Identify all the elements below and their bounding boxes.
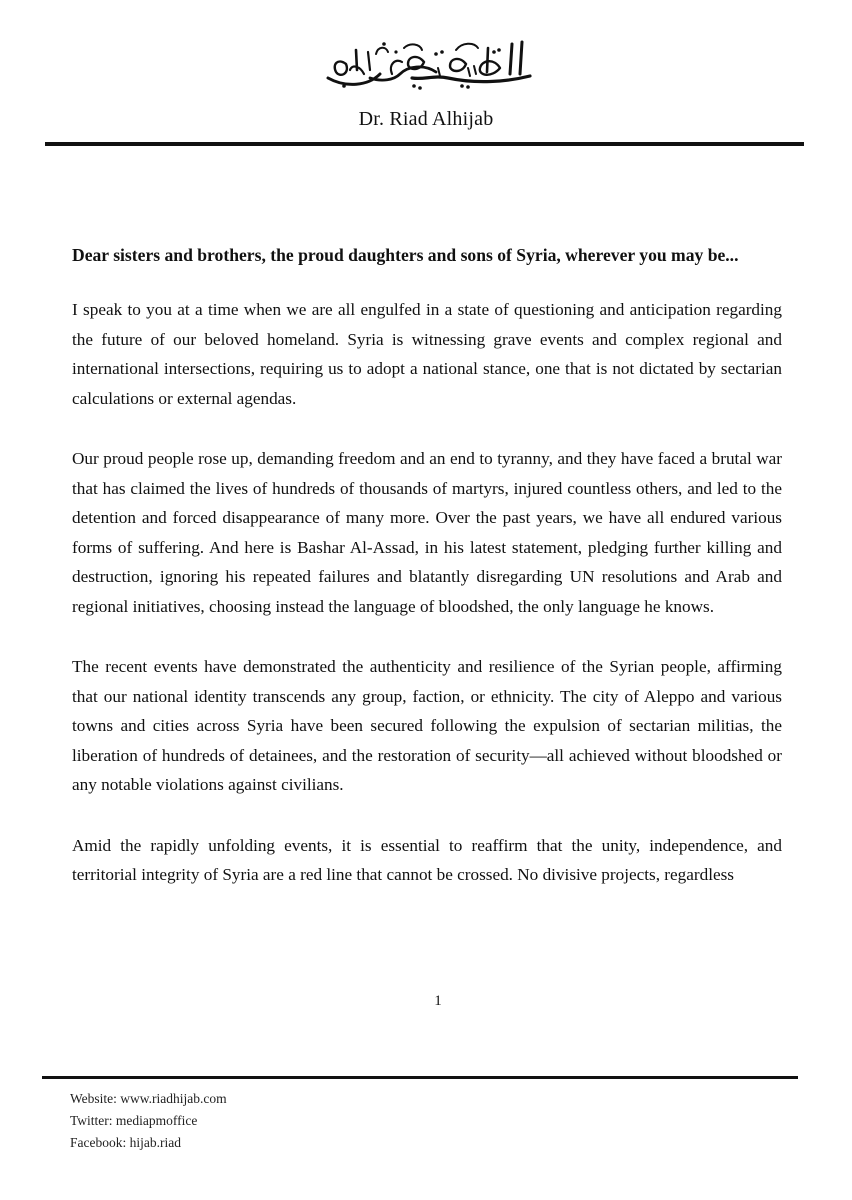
page-number: 1 [434,993,442,1009]
footer-facebook: Facebook: hijab.riad [70,1135,181,1150]
letter-salutation: Dear sisters and brothers, the proud daughters and sons of Syria, wherever you may be... [72,245,739,265]
header-divider [45,142,804,146]
arabic-calligraphy-mark [316,34,536,94]
footer-twitter: Twitter: mediapmoffice [70,1113,198,1128]
letter-paragraph-1: I speak to you at a time when we are all engulfed in a state of questioning and anticipation regarding the future of our beloved homeland. Syria is witnessing grave events and complex regional and international intersections, requiring us to adopt a national stance, one that is not dictated by sectarian calculations or external agendas. [72,300,782,408]
footer-contacts [70,1088,227,1154]
footer-divider [42,1076,798,1079]
letter-paragraph-4: Amid the rapidly unfolding events, it is essential to reaffirm that the unity, independence, and territorial integrity of Syria are a red line that cannot be crossed. No divisive projects, regardless [72,835,782,884]
author-name: Dr. Riad Alhijab [358,108,494,130]
letter-paragraph-3: The recent events have demonstrated the authenticity and resilience of the Syrian people, affirming that our national identity transcends any group, faction, or ethnicity. The city of Aleppo and various towns and cities across Syria have been secured following the expulsion of sectarian militias, the liberation of hundreds of detainees, and the restoration of security—all achieved without bloodshed or any notable violations against civilians. [72,657,782,794]
letter-paragraph-2: Our proud people rose up, demanding freedom and an end to tyranny, and they have faced a brutal war that has claimed the lives of hundreds of thousands of martyrs, injured countless others, and led to the detention and forced disappearance of many more. Over the past years, we have all endured various forms of suffering. And here is Bashar Al-Assad, in his latest statement, pledging further killing and destruction, ignoring his repeated failures and blatantly disregarding UN resolutions and Arab and regional initiatives, choosing instead the language of bloodshed, the only language he knows. [72,449,782,616]
footer-website: Website: www.riadhijab.com [70,1091,227,1106]
letter-body [72,241,782,921]
calligraphy-logo [316,34,536,94]
